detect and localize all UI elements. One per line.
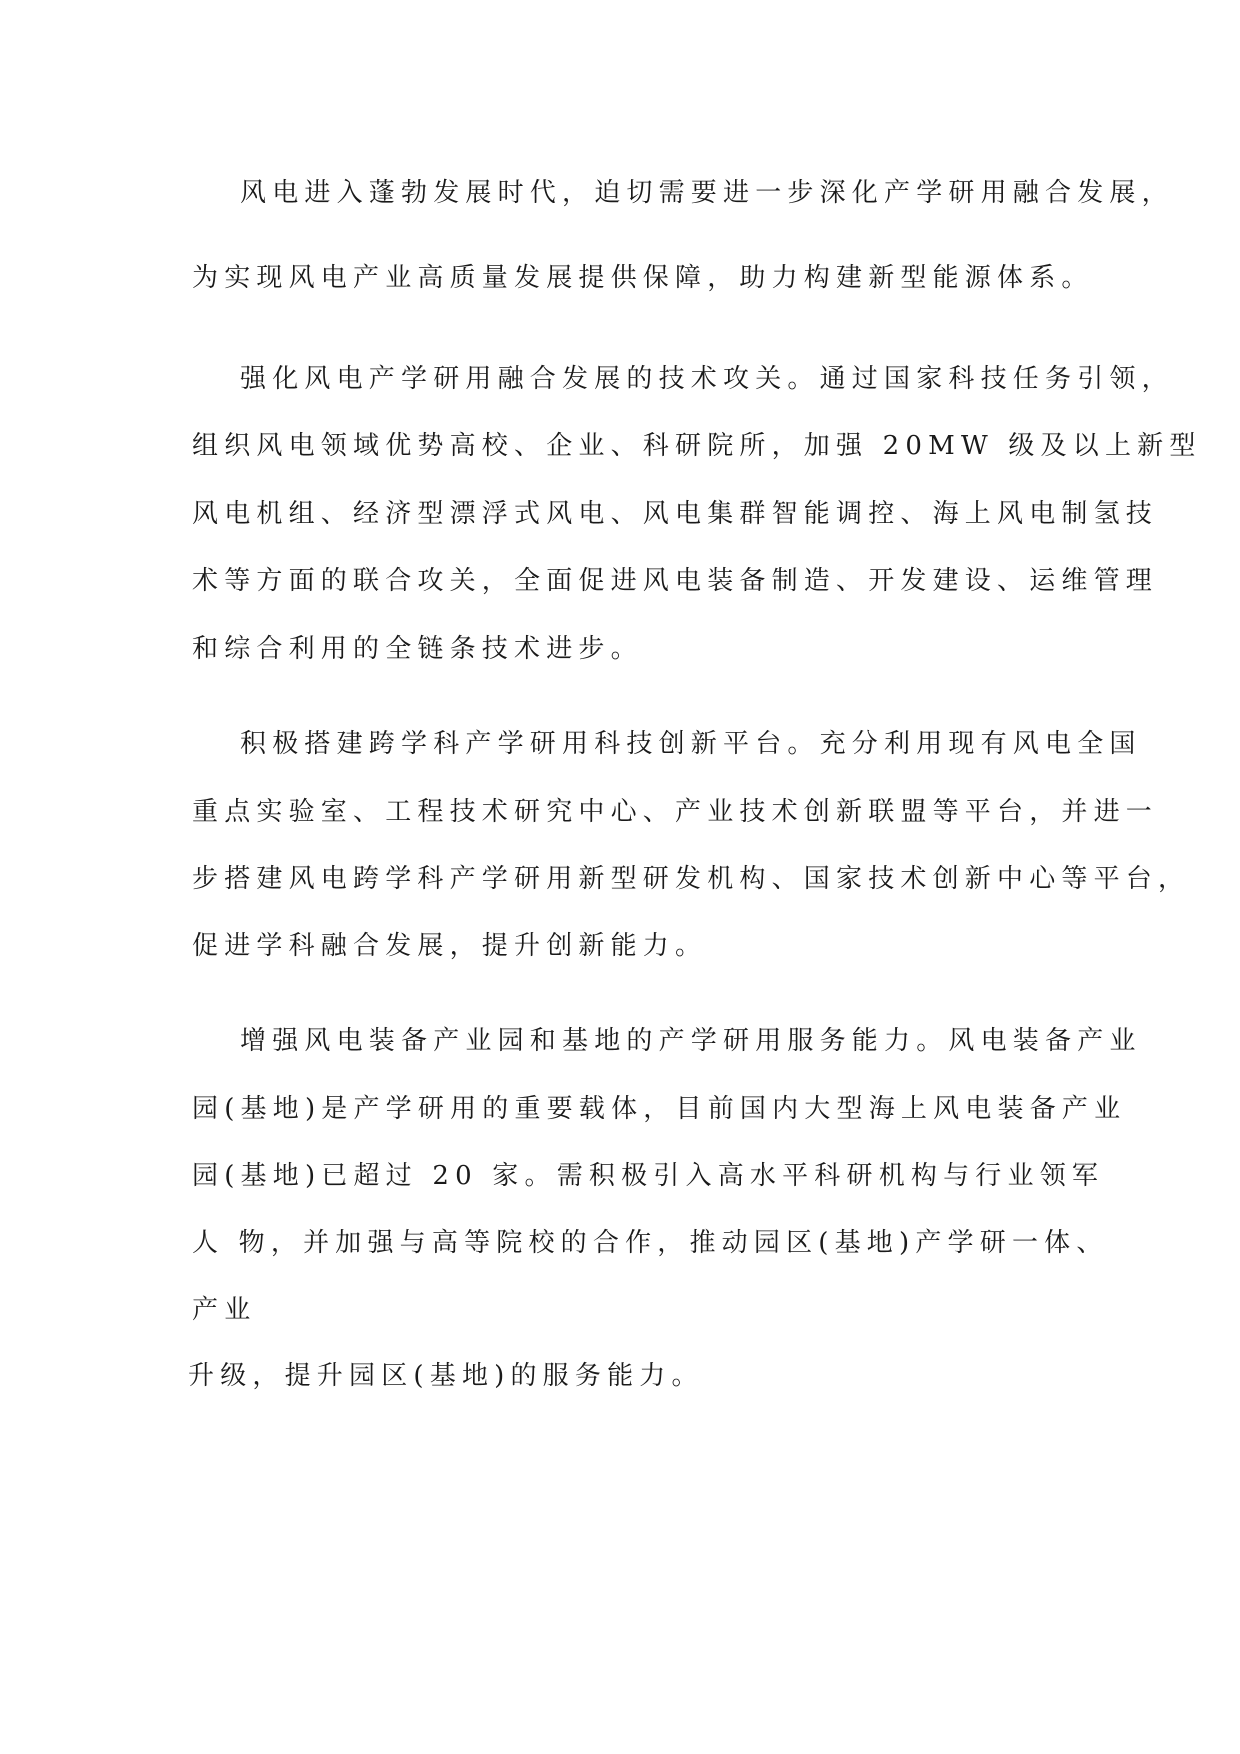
paragraph-line: 强化风电产学研用融合发展的技术攻关。通过国家科技任务引领， [240, 364, 1174, 394]
paragraph-line: 增强风电装备产业园和基地的产学研用服务能力。风电装备产业 [240, 1026, 1142, 1056]
paragraph-line: 术等方面的联合攻关，全面促进风电装备制造、开发建设、运维管理 [192, 566, 1159, 596]
paragraph-line: 风电机组、经济型漂浮式风电、风电集群智能调控、海上风电制氢技 [192, 499, 1159, 529]
paragraph-line: 园(基地)是产学研用的重要载体，目前国内大型海上风电装备产业 [192, 1094, 1127, 1124]
paragraph-line: 积极搭建跨学科产学研用科技创新平台。充分利用现有风电全国 [240, 729, 1142, 759]
paragraph-line: 人 物，并加强与高等院校的合作，推动园区(基地)产学研一体、 [192, 1228, 1109, 1258]
paragraph-line: 为实现风电产业高质量发展提供保障，助力构建新型能源体系。 [192, 263, 1094, 293]
paragraph-line: 和综合利用的全链条技术进步。 [192, 634, 643, 664]
paragraph-line: 步搭建风电跨学科产学研用新型研发机构、国家技术创新中心等平台， [192, 864, 1191, 894]
paragraph-line: 升级，提升园区(基地)的服务能力。 [188, 1361, 704, 1391]
paragraph-line: 风电进入蓬勃发展时代，迫切需要进一步深化产学研用融合发展， [240, 178, 1174, 208]
paragraph-line: 产业 [192, 1295, 257, 1325]
paragraph-line: 组织风电领域优势高校、企业、科研院所，加强 20MW 级及以上新型 [192, 431, 1202, 461]
paragraph-line: 促进学科融合发展，提升创新能力。 [192, 931, 708, 961]
paragraph-line: 园(基地)已超过 20 家。需积极引入高水平科研机构与行业领军 [192, 1161, 1105, 1191]
paragraph-line: 重点实验室、工程技术研究中心、产业技术创新联盟等平台，并进一 [192, 797, 1159, 827]
